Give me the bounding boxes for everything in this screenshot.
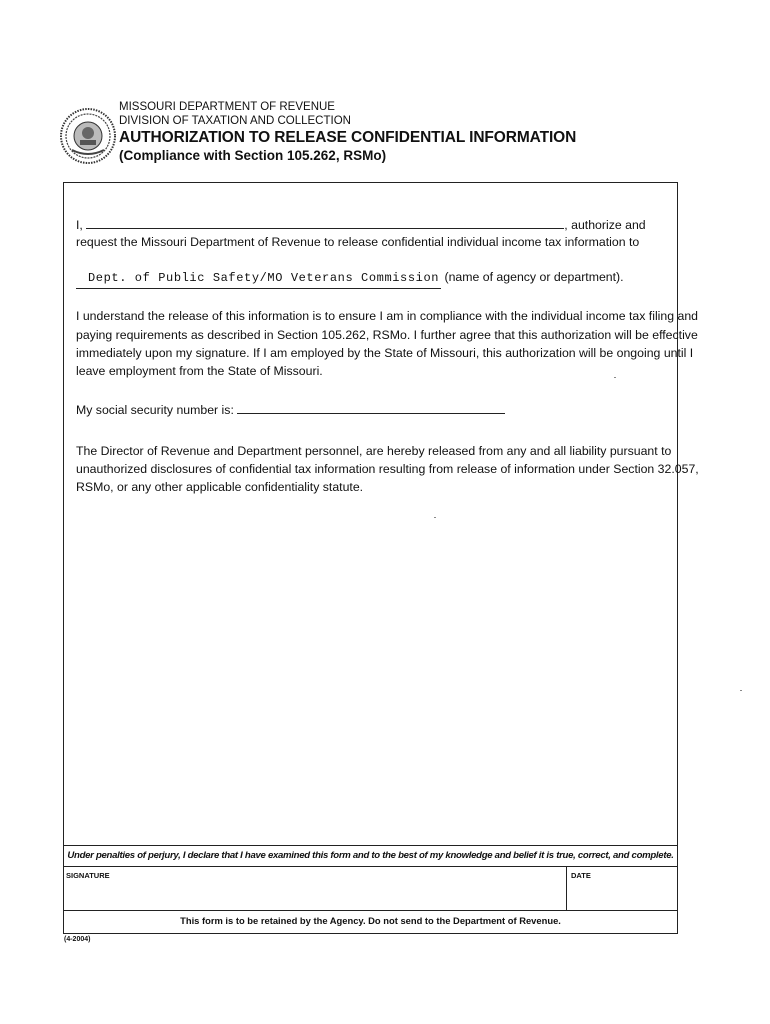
perjury-statement: Under penalties of perjury, I declare that I have examined this form and to the best of my knowledge and belief it is true, correct, and complete. — [63, 845, 678, 867]
agency-line — [76, 268, 624, 289]
para2-line1: The Director of Revenue and Department personnel, are hereby released from any and all liability pursuant to — [76, 444, 672, 458]
date-field[interactable] — [566, 867, 678, 910]
form-subtitle: (Compliance with Section 105.262, RSMo) — [119, 148, 387, 163]
agency-field[interactable]: Dept. of Public Safety/MO Veterans Commission — [76, 269, 441, 289]
ssn-label: My social security number is: — [76, 403, 234, 417]
para1-line2: paying requirements as described in Section 105.262, RSMo. I further agree that this authorization will be effective — [76, 328, 698, 342]
retain-note: This form is to be retained by the Agency. Do not send to the Department of Revenue. — [180, 915, 561, 926]
form-title: AUTHORIZATION TO RELEASE CONFIDENTIAL INFORMATION — [119, 129, 577, 146]
division-name: DIVISION OF TAXATION AND COLLECTION — [119, 115, 351, 127]
authorize-text: , authorize and — [564, 218, 646, 232]
para2-line2: unauthorized disclosures of confidential tax information resulting from release of information under Section 32.057, — [76, 462, 699, 476]
signature-label: SIGNATURE — [66, 871, 110, 880]
missouri-seal-logo — [58, 106, 118, 166]
para1-line1: I understand the release of this information is to ensure I am in compliance with the individual income tax filing and — [76, 309, 699, 323]
name-prefix: I, — [76, 218, 83, 232]
para2-line3: RSMo, or any other applicable confidentiality statute. — [76, 480, 364, 494]
department-name: MISSOURI DEPARTMENT OF REVENUE — [119, 101, 335, 113]
form-number: (4-2004) — [64, 936, 91, 943]
para1-line4: leave employment from the State of Missouri. — [76, 364, 323, 378]
para1-line3: immediately upon my signature. If I am employed by the State of Missouri, this authorization will be ongoing until I — [76, 346, 694, 360]
scan-speck — [434, 517, 436, 518]
signature-row — [63, 867, 678, 911]
ssn-line — [76, 401, 505, 420]
ssn-field[interactable] — [237, 413, 505, 414]
form-frame — [63, 182, 678, 934]
name-line — [76, 216, 646, 235]
scan-speck — [614, 377, 616, 378]
scan-speck — [740, 690, 742, 691]
name-field[interactable] — [86, 228, 564, 229]
agency-suffix: (name of agency or department). — [444, 270, 624, 284]
date-label: DATE — [571, 871, 591, 880]
request-text: request the Missouri Department of Revenue to release confidential individual income tax information to — [76, 235, 640, 249]
